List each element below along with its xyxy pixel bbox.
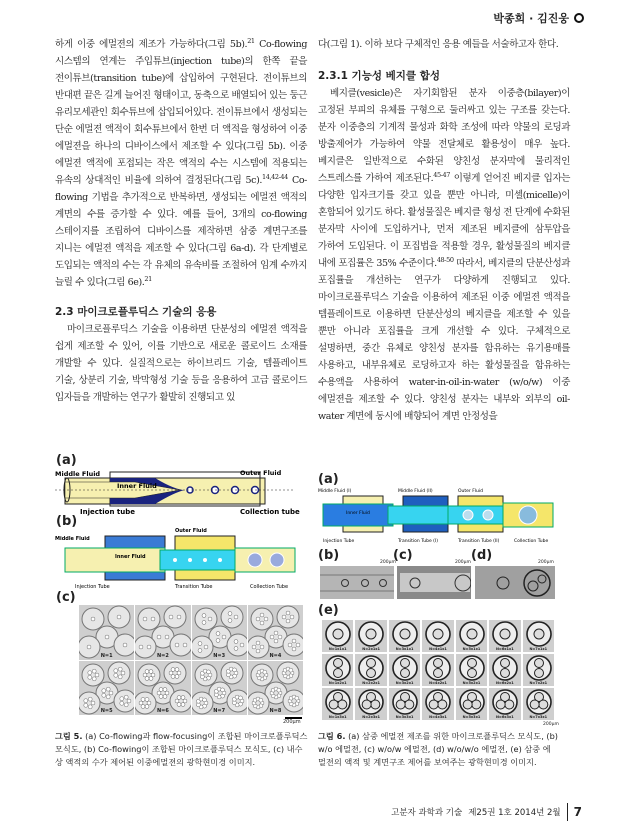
cell-label: N=5x1x1 (462, 647, 481, 651)
citation: 48-50 (436, 255, 454, 264)
caption-number: 그림 5. (55, 731, 83, 741)
journal-name: 고분자 과학과 기술 (391, 808, 463, 818)
fig5b-label: (b) (56, 514, 78, 529)
fig6c-micrograph (397, 566, 471, 599)
cell-label: N=6x3x1 (496, 715, 514, 719)
droplets (79, 661, 134, 716)
text: 따라서, 베지클의 단분산성과 포집률을 개선하는 연구가 다양하게 진행되고 있다. 마이크로플루딕스 기술을 이용하여 제조된 이중 에멀젼 액적을 템플레이트로 이용하면 단분산성의 베지클을 제조할 수 있을 뿐만 아니라 포집률을 크게 개선할 수 있다. 구체적으로 설명하면, 중간 유체로 양친성 분자를 함유하는 유기용매를 사용하고, 내부유체로 로딩하고자 하는 활성물질을 함유하는 수용액을 사용하여 water-in-oil-in-water (w/o/w) 이중 에멀젼을 제조할 수 있다. 양친성 분자는 내부와 외부의 oil-water 계면에 동시에 배향되어 계면 안정성을 (318, 258, 570, 422)
citation: 45-47 (433, 170, 451, 179)
micrograph-cell (523, 620, 554, 652)
fig5c-micrograph-grid (79, 605, 303, 715)
micrograph-cell (355, 654, 386, 686)
citation: 21 (247, 36, 255, 45)
cell-label: N=7x2x1 (529, 681, 548, 685)
fig6a-label: (a) (318, 472, 339, 487)
cell-label: N=6x1x1 (496, 647, 514, 651)
fig6e-micrograph-grid (322, 620, 554, 720)
transition-tube-2-label: Transition Tube (II) (458, 539, 500, 544)
paragraph: 마이크로플루딕스 기술을 이용하면 단분성의 에멀젼 액적을 쉽게 제조할 수 있어, 이를 기반으로 새로운 콜로이드 소재를 개발할 수 있다. 실질적으로는 하이브리드 기술, 템플레이트 기술, 상분리 기술, 박막형성 기술 등을 응용하여 고급 콜로이드 입자들을 개발하는 연구가 활발히 진행되고 있 (55, 324, 307, 403)
caption-number: 그림 6. (318, 731, 346, 741)
citation: 21 (144, 274, 152, 283)
inner-fluid-label: Inner Fluid (117, 482, 157, 490)
left-column (55, 36, 307, 406)
injection-tube-label: Injection Tube (75, 584, 110, 590)
transition-tube-1-label: Transition Tube (I) (398, 539, 439, 544)
micrograph-cell (322, 654, 353, 686)
fig5a-diagram (55, 468, 305, 516)
cell-label: N=3 (213, 652, 226, 659)
cell-label: N=5x2x1 (462, 681, 481, 685)
middle-fluid-1-label: Middle Fluid (I) (318, 489, 352, 494)
text: Co-flowing 기법을 추가적으로 반복하면, 생성되는 에멀젼 액적의 계면의 수를 증가할 수 있다. 예를 들어, 3개의 co-flowing 스테이지를 조립하여 디바이스를 제작하면 삼중 계면구조를 지니는 에멀젼 액적을 제조할 수 있다(그림 6a-d). 각 단계별로 도입되는 액적의 수는 각 유체의 유속비를 조절하여 임계 수까지 늘릴 수 있다(그림 6e). (55, 175, 307, 288)
inner-fluid-label: Inner Fluid (115, 554, 146, 560)
cell-label: N=7 (213, 708, 226, 714)
cell-label: N=3x1x1 (395, 647, 414, 651)
micrograph-cell (248, 661, 303, 716)
cell-label: N=2x2x1 (362, 681, 380, 685)
text: 이렇게 얻어진 베지클 입자는 다양한 입자크기를 갖고 있을 뿐만 아니라, 미셀(micelle)이 혼합되어 있기도 하다. 활성물질은 베지클 형성 전 단계에 수화된 분자막 사이에 도입하거나, 먼저 제조된 베지클에 삼투압을 가하여 도입된다. 이 포집법을 적용할 경우, 활성물질의 베지클 내에 포집률은 35% 수준이다. (318, 173, 571, 269)
micrograph-cell (422, 688, 453, 720)
droplets (192, 605, 247, 660)
micrograph-cell (389, 688, 420, 720)
outer-fluid-label: Outer Fluid (175, 528, 207, 534)
fig5a-label: (a) (56, 453, 77, 468)
cell-label: N=4 (269, 652, 282, 659)
collection-tube-label: Collection Tube (514, 539, 549, 544)
caption-text: (a) Co-flowing과 flow-focusing이 조합된 마이크로플루딕스 모식도, (b) Co-flowing이 조합된 마이크로플루딕스 모식도, (c) 내수상 액적의 수가 제어된 이중에멀젼의 광학현미경 이미지. (55, 731, 308, 767)
micrograph-cell (456, 620, 487, 652)
cell-label: N=8 (269, 708, 282, 714)
micrograph-cell (322, 688, 353, 720)
micrograph-cell (355, 688, 386, 720)
scale-label: 200μm (455, 560, 471, 565)
scale-label: 200μm (380, 560, 396, 565)
cell-label: N=2x1x1 (362, 647, 380, 651)
author-names: 박종희 · 김진웅 (493, 12, 569, 25)
cell-label: N=1x2x1 (328, 681, 347, 685)
collection-tube-label: Collection Tube (250, 584, 289, 590)
fig6a-diagram (318, 486, 558, 544)
cell-label: N=1 (100, 652, 113, 659)
section-heading: 2.3 마이크로플루딕스 기술의 응용 (55, 306, 217, 318)
micrograph-cell (135, 661, 190, 716)
scale-label: 200μm (538, 560, 554, 565)
droplets (135, 661, 190, 716)
issue-info: 제25권 1호 2014년 2월 (468, 808, 561, 818)
right-column (318, 36, 570, 425)
cell-label: N=6 (156, 708, 169, 714)
cell-label: N=6x2x1 (496, 681, 514, 685)
fig6b-micrograph (320, 566, 394, 599)
cell-label: N=5x3x1 (462, 715, 481, 719)
droplets (192, 661, 247, 716)
cell-label: N=3x3x1 (395, 715, 414, 719)
fig6d-micrograph (475, 566, 555, 599)
micrograph-cell (322, 620, 353, 652)
micrograph-cell (79, 661, 134, 716)
cell-label: N=3x2x1 (395, 681, 414, 685)
fig5b-diagram (55, 526, 305, 590)
middle-fluid-2-label: Middle Fluid (II) (398, 489, 433, 494)
scale-label: 200μm (543, 722, 559, 727)
middle-fluid-label: Middle Fluid (55, 536, 90, 542)
fig6e-label: (e) (318, 603, 339, 618)
section-heading: 2.3.1 기능성 베지클 합성 (318, 70, 441, 82)
micrograph-cell (456, 688, 487, 720)
middle-fluid-label: Middle Fluid (55, 470, 101, 478)
text: Co-flowing 시스템의 연계는 주입튜브(injection tube)의 한쪽 끝을 전이튜브(transition tube)에 삽입하여 구현된다. 전이튜브의 반대편 끝은 길게 늘어진 형태이고, 동축으로 배열되어 있는 둥근 유리모세관인 회수튜브에 삽입되어있다. 전이튜브에서 생성되는 단순 에멀젼 액적이 회수튜브에서 한번 더 액적을 형성하여 이중 에멀젼을 하나의 디바이스에서 제조할 수 있다(그림 5b). 이중 에멀젼 액적에 포접되는 작은 액적의 수는 시스템에 적용되는 유속의 상대적인 비율에 의하여 결정된다(그림 5c). (55, 39, 307, 186)
micrograph-cell (192, 661, 247, 716)
running-header (493, 10, 584, 26)
fig6d-label: (d) (471, 548, 493, 563)
circle-icon (574, 13, 584, 23)
micrograph-cell (389, 654, 420, 686)
micrograph-cell (79, 605, 134, 660)
paragraph (318, 85, 570, 425)
cell-label: N=1x1x1 (328, 647, 347, 651)
citation: 14,42-44 (262, 172, 288, 181)
scale-label: 200μm (283, 719, 301, 725)
micrograph-cell (489, 654, 520, 686)
cell-label: N=4x2x1 (429, 681, 447, 685)
droplets (248, 661, 303, 716)
footer (391, 803, 582, 821)
micrograph-cell (523, 688, 554, 720)
cell-label: N=7x3x1 (529, 715, 548, 719)
cell-label: N=7x1x1 (529, 647, 548, 651)
outer-fluid-label: Outer Fluid (458, 489, 484, 494)
paragraph: 다(그림 1). 이하 보다 구체적인 응용 예들을 서술하고자 한다. (318, 39, 559, 50)
micrograph-cell (523, 654, 554, 686)
inner-fluid-label: Inner Fluid (346, 511, 370, 516)
micrograph-cell (135, 605, 190, 660)
micrograph-cell (489, 620, 520, 652)
injection-tube-label: Injection Tube (323, 539, 355, 544)
page-number: 7 (573, 805, 582, 819)
droplets (79, 605, 134, 660)
fig5c-label: (c) (56, 590, 76, 605)
micrograph-cell (489, 688, 520, 720)
micrograph-cell (422, 620, 453, 652)
cell-label: N=4x3x1 (429, 715, 447, 719)
cell-label: N=2x3x1 (362, 715, 380, 719)
fig5-caption (55, 730, 310, 769)
micrograph-cell (456, 654, 487, 686)
text: 베지클(vesicle)은 자기회합된 분자 이중층(bilayer)이 고정된 부피의 유체를 구형으로 둘러싸고 있는 구조를 갖는다. 분자 이중층의 기계적 물성과 화학 조성에 따라 약물의 로딩과 방출제어가 가능하여 약물 전달체로 활용성이 매우 높다. 베지클은 일반적으로 수화된 양친성 분자막에 물리적인 스트레스를 가하여 제조된다. (318, 88, 570, 184)
text: 하게 이중 에멀젼의 제조가 가능하다(그림 5b). (55, 39, 248, 50)
collection-tube-label: Collection tube (240, 508, 300, 516)
injection-tube-label: Injection tube (80, 508, 135, 516)
outer-fluid-label: Outer Fluid (240, 469, 282, 477)
micrograph-cell (355, 620, 386, 652)
transition-tube-label: Transition Tube (175, 584, 213, 590)
fig6-caption (318, 730, 558, 769)
caption-text: (a) 삼중 에멀젼 제조를 위한 마이크로플루딕스 모식도, (b) w/o 에멀젼, (c) w/o/w 에멀젼, (d) w/o/w/o 에멀젼, (e) 삼중 에멀젼의 액적 및 계면구조 제어를 보여주는 광학현미경 이미지. (318, 731, 558, 767)
droplets (135, 605, 190, 660)
paragraph (55, 36, 307, 291)
micrograph-cell (192, 605, 247, 660)
cell-label: N=4x1x1 (429, 647, 447, 651)
droplets (248, 605, 303, 660)
divider (567, 803, 568, 821)
micrograph-cell (248, 605, 303, 660)
micrograph-cell (389, 620, 420, 652)
fig6c-label: (c) (393, 548, 413, 563)
cell-label: N=2 (156, 652, 169, 659)
cell-label: N=1x3x1 (328, 715, 347, 719)
cell-label: N=5 (100, 708, 113, 714)
micrograph-cell (422, 654, 453, 686)
fig6b-label: (b) (318, 548, 340, 563)
